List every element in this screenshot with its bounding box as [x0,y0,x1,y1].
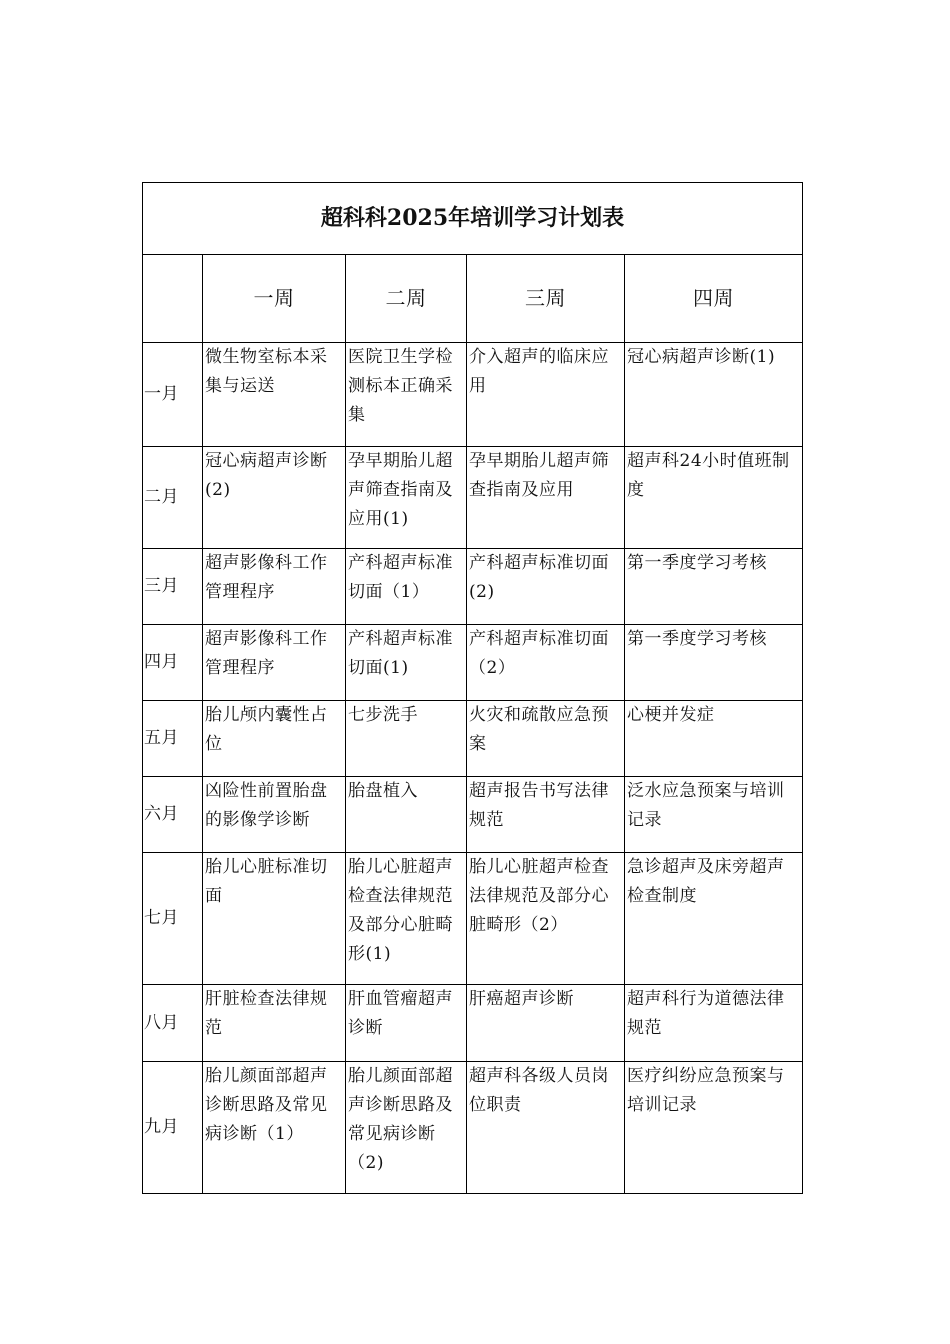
topic-cell: 微生物室标本采集与运送 [203,343,346,447]
topic-cell: 冠心病超声诊断(1) [625,343,803,447]
header-week-4: 四周 [625,255,803,343]
topic-cell: 超声科24小时值班制度 [625,447,803,549]
topic-cell: 产科超声标准切面(2) [467,549,625,625]
topic-cell: 超声报告书写法律规范 [467,777,625,853]
table-row [143,1062,803,1194]
topic-cell: 肝癌超声诊断 [467,985,625,1062]
topic-cell: 七步洗手 [346,701,467,777]
table-row [143,625,803,701]
topic-cell: 泛水应急预案与培训记录 [625,777,803,853]
topic-cell: 肝脏检查法律规范 [203,985,346,1062]
topic-cell: 第一季度学习考核 [625,549,803,625]
table-row [143,549,803,625]
topic-cell: 胎儿心脏标准切面 [203,853,346,985]
month-label: 八月 [143,985,203,1062]
topic-cell: 胎儿心脏超声检查法律规范及部分心脏畸形（2） [467,853,625,985]
table-row [143,447,803,549]
table-row [143,777,803,853]
topic-cell: 产科超声标准切面(1) [346,625,467,701]
title-row [143,183,803,255]
table-row [143,985,803,1062]
month-label: 三月 [143,549,203,625]
header-week-3: 三周 [467,255,625,343]
topic-cell: 产科超声标准切面（2） [467,625,625,701]
header-week-2: 二周 [346,255,467,343]
topic-cell: 产科超声标准切面（1） [346,549,467,625]
topic-cell: 肝血管瘤超声诊断 [346,985,467,1062]
table-title: 超科科2025年培训学习计划表 [143,183,803,255]
topic-cell: 胎儿颜面部超声诊断思路及常见病诊断（1） [203,1062,346,1194]
table-row [143,853,803,985]
month-label: 四月 [143,625,203,701]
topic-cell: 心梗并发症 [625,701,803,777]
topic-cell: 冠心病超声诊断(2) [203,447,346,549]
topic-cell: 孕早期胎儿超声筛查指南及应用 [467,447,625,549]
header-corner-cell [143,255,203,343]
topic-cell: 介入超声的临床应用 [467,343,625,447]
topic-cell: 超声科行为道德法律规范 [625,985,803,1062]
topic-cell: 孕早期胎儿超声筛查指南及应用(1) [346,447,467,549]
topic-cell: 第一季度学习考核 [625,625,803,701]
topic-cell: 胎盘植入 [346,777,467,853]
topic-cell: 胎儿颅内囊性占位 [203,701,346,777]
topic-cell: 医院卫生学检测标本正确采集 [346,343,467,447]
topic-cell: 超声影像科工作管理程序 [203,625,346,701]
topic-cell: 超声影像科工作管理程序 [203,549,346,625]
header-week-1: 一周 [203,255,346,343]
topic-cell: 胎儿颜面部超声诊断思路及常见病诊断（2) [346,1062,467,1194]
month-label: 二月 [143,447,203,549]
month-label: 五月 [143,701,203,777]
topic-cell: 胎儿心脏超声检查法律规范及部分心脏畸形(1) [346,853,467,985]
month-label: 一月 [143,343,203,447]
topic-cell: 火灾和疏散应急预案 [467,701,625,777]
training-plan-table [142,182,803,1194]
topic-cell: 超声科各级人员岗位职责 [467,1062,625,1194]
topic-cell: 医疗纠纷应急预案与培训记录 [625,1062,803,1194]
topic-cell: 凶险性前置胎盘的影像学诊断 [203,777,346,853]
month-label: 九月 [143,1062,203,1194]
table-row [143,701,803,777]
month-label: 七月 [143,853,203,985]
table-row [143,343,803,447]
topic-cell: 急诊超声及床旁超声检查制度 [625,853,803,985]
month-label: 六月 [143,777,203,853]
header-row [143,255,803,343]
